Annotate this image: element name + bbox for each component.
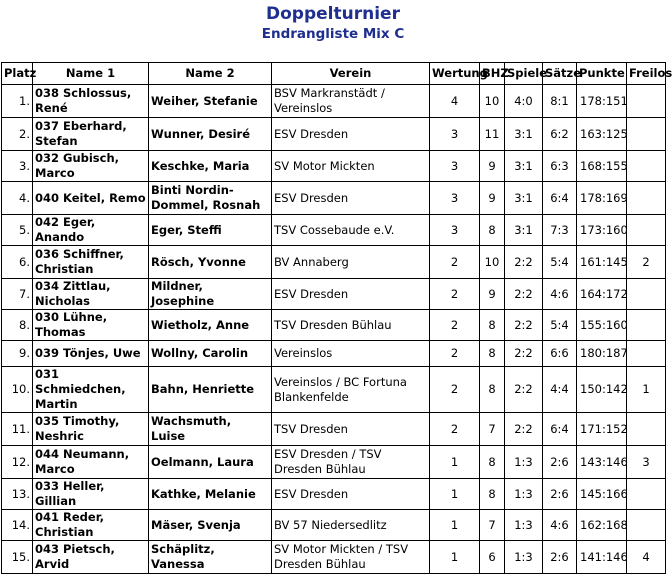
cell-freilos — [627, 151, 666, 182]
cell-saetze: 6:3 — [543, 151, 577, 182]
cell-punkte: 168:155 — [577, 151, 627, 182]
table-row — [2, 341, 666, 367]
cell-saetze: 8:1 — [543, 85, 577, 118]
cell-name2: Kathke, Melanie — [149, 479, 272, 510]
cell-freilos — [627, 341, 666, 367]
cell-name1: 034 Zittlau, Nicholas — [33, 279, 149, 310]
cell-punkte: 141:146 — [577, 541, 627, 574]
cell-name2: Wietholz, Anne — [149, 310, 272, 341]
cell-name2: Eger, Steffi — [149, 215, 272, 246]
cell-name2: Mäser, Svenja — [149, 510, 272, 541]
cell-spiele: 3:1 — [505, 215, 543, 246]
cell-bhz: 6 — [480, 541, 505, 574]
table-row — [2, 479, 666, 510]
cell-wertung: 2 — [430, 279, 480, 310]
cell-verein: SV Motor Mickten — [272, 151, 430, 182]
cell-platz: 13. — [2, 479, 33, 510]
cell-name1: 030 Lühne, Thomas — [33, 310, 149, 341]
cell-verein: Vereinslos — [272, 341, 430, 367]
cell-verein: TSV Dresden — [272, 413, 430, 446]
cell-punkte: 178:169 — [577, 182, 627, 215]
cell-punkte: 178:151 — [577, 85, 627, 118]
column-header-bhz: BHZ — [480, 63, 505, 85]
cell-punkte: 163:125 — [577, 118, 627, 151]
cell-spiele: 2:2 — [505, 367, 543, 413]
cell-freilos — [627, 215, 666, 246]
cell-saetze: 2:6 — [543, 446, 577, 479]
cell-verein: ESV Dresden — [272, 182, 430, 215]
cell-name2: Keschke, Maria — [149, 151, 272, 182]
table-row — [2, 541, 666, 574]
cell-freilos: 4 — [627, 541, 666, 574]
cell-freilos — [627, 413, 666, 446]
cell-bhz: 9 — [480, 151, 505, 182]
column-header-spiele: Spiele — [505, 63, 543, 85]
cell-verein: Vereinslos / BC Fortuna Blankenfelde — [272, 367, 430, 413]
cell-bhz: 9 — [480, 182, 505, 215]
cell-spiele: 4:0 — [505, 85, 543, 118]
cell-verein: BV 57 Niedersedlitz — [272, 510, 430, 541]
cell-wertung: 2 — [430, 367, 480, 413]
cell-name1: 032 Gubisch, Marco — [33, 151, 149, 182]
cell-bhz: 8 — [480, 446, 505, 479]
cell-name1: 044 Neumann, Marco — [33, 446, 149, 479]
cell-wertung: 1 — [430, 541, 480, 574]
cell-wertung: 4 — [430, 85, 480, 118]
cell-platz: 5. — [2, 215, 33, 246]
cell-spiele: 3:1 — [505, 118, 543, 151]
column-header-wertung: Wertung — [430, 63, 480, 85]
cell-wertung: 3 — [430, 151, 480, 182]
cell-saetze: 4:6 — [543, 279, 577, 310]
cell-platz: 12. — [2, 446, 33, 479]
cell-wertung: 2 — [430, 413, 480, 446]
cell-freilos — [627, 85, 666, 118]
cell-saetze: 6:6 — [543, 341, 577, 367]
cell-platz: 15. — [2, 541, 33, 574]
cell-wertung: 1 — [430, 510, 480, 541]
cell-saetze: 7:3 — [543, 215, 577, 246]
cell-verein: ESV Dresden — [272, 279, 430, 310]
table-row — [2, 246, 666, 279]
table-row — [2, 151, 666, 182]
cell-platz: 1. — [2, 85, 33, 118]
cell-name1: 037 Eberhard, Stefan — [33, 118, 149, 151]
cell-name1: 036 Schiffner, Christian — [33, 246, 149, 279]
cell-bhz: 8 — [480, 215, 505, 246]
table-row — [2, 182, 666, 215]
cell-name2: Wollny, Carolin — [149, 341, 272, 367]
cell-spiele: 1:3 — [505, 446, 543, 479]
cell-spiele: 2:2 — [505, 246, 543, 279]
cell-name2: Oelmann, Laura — [149, 446, 272, 479]
cell-spiele: 2:2 — [505, 310, 543, 341]
cell-wertung: 1 — [430, 446, 480, 479]
cell-freilos — [627, 279, 666, 310]
cell-platz: 7. — [2, 279, 33, 310]
cell-wertung: 3 — [430, 118, 480, 151]
cell-saetze: 5:4 — [543, 246, 577, 279]
cell-wertung: 2 — [430, 246, 480, 279]
table-row — [2, 215, 666, 246]
column-header-platz: Platz — [2, 63, 33, 85]
cell-verein: BSV Markranstädt / Vereinslos — [272, 85, 430, 118]
table-header-row — [2, 63, 666, 85]
page-title: Doppelturnier — [266, 4, 400, 24]
column-header-freilos: Freilos — [627, 63, 666, 85]
cell-wertung: 2 — [430, 341, 480, 367]
cell-freilos: 3 — [627, 446, 666, 479]
cell-saetze: 2:6 — [543, 541, 577, 574]
column-header-punkte: Punkte — [577, 63, 627, 85]
column-header-name2: Name 2 — [149, 63, 272, 85]
cell-bhz: 8 — [480, 367, 505, 413]
cell-saetze: 2:6 — [543, 479, 577, 510]
cell-platz: 3. — [2, 151, 33, 182]
cell-punkte: 145:166 — [577, 479, 627, 510]
cell-punkte: 162:168 — [577, 510, 627, 541]
cell-name1: 040 Keitel, Remo — [33, 182, 149, 215]
cell-verein: SV Motor Mickten / TSV Dresden Bühlau — [272, 541, 430, 574]
cell-bhz: 11 — [480, 118, 505, 151]
ranking-table — [1, 62, 672, 574]
cell-punkte: 180:187 — [577, 341, 627, 367]
cell-name1: 042 Eger, Anando — [33, 215, 149, 246]
table-row — [2, 446, 666, 479]
cell-platz: 10. — [2, 367, 33, 413]
cell-name1: 035 Timothy, Neshric — [33, 413, 149, 446]
cell-saetze: 5:4 — [543, 310, 577, 341]
cell-name2: Schäplitz, Vanessa — [149, 541, 272, 574]
cell-wertung: 2 — [430, 310, 480, 341]
cell-name2: Binti Nordin-Dommel, Rosnah — [149, 182, 272, 215]
cell-punkte: 150:142 — [577, 367, 627, 413]
cell-freilos — [627, 310, 666, 341]
cell-freilos — [627, 510, 666, 541]
column-header-saetze: Sätze — [543, 63, 577, 85]
cell-spiele: 2:2 — [505, 279, 543, 310]
table-row — [2, 85, 666, 118]
cell-name1: 038 Schlossus, René — [33, 85, 149, 118]
cell-bhz: 8 — [480, 310, 505, 341]
cell-platz: 6. — [2, 246, 33, 279]
cell-name1: 041 Reder, Christian — [33, 510, 149, 541]
cell-bhz: 8 — [480, 479, 505, 510]
cell-bhz: 10 — [480, 85, 505, 118]
cell-platz: 8. — [2, 310, 33, 341]
cell-bhz: 7 — [480, 413, 505, 446]
cell-spiele: 3:1 — [505, 182, 543, 215]
cell-name2: Bahn, Henriette — [149, 367, 272, 413]
cell-platz: 9. — [2, 341, 33, 367]
cell-punkte: 164:172 — [577, 279, 627, 310]
cell-freilos: 1 — [627, 367, 666, 413]
cell-spiele: 1:3 — [505, 510, 543, 541]
table-row — [2, 510, 666, 541]
table-row — [2, 413, 666, 446]
table-row — [2, 310, 666, 341]
cell-saetze: 4:4 — [543, 367, 577, 413]
cell-saetze: 6:4 — [543, 413, 577, 446]
cell-wertung: 1 — [430, 479, 480, 510]
cell-saetze: 6:2 — [543, 118, 577, 151]
cell-spiele: 1:3 — [505, 479, 543, 510]
cell-spiele: 2:2 — [505, 413, 543, 446]
cell-spiele: 3:1 — [505, 151, 543, 182]
cell-freilos — [627, 182, 666, 215]
cell-freilos: 2 — [627, 246, 666, 279]
cell-punkte: 155:160 — [577, 310, 627, 341]
cell-name2: Wachsmuth, Luise — [149, 413, 272, 446]
cell-name1: 031 Schmiedchen, Martin — [33, 367, 149, 413]
cell-verein: ESV Dresden — [272, 118, 430, 151]
cell-name1: 043 Pietsch, Arvid — [33, 541, 149, 574]
cell-verein: TSV Cossebaude e.V. — [272, 215, 430, 246]
cell-name1: 033 Heller, Gillian — [33, 479, 149, 510]
cell-punkte: 161:145 — [577, 246, 627, 279]
cell-platz: 4. — [2, 182, 33, 215]
column-header-name1: Name 1 — [33, 63, 149, 85]
cell-name2: Rösch, Yvonne — [149, 246, 272, 279]
cell-name2: Wunner, Desiré — [149, 118, 272, 151]
cell-freilos — [627, 479, 666, 510]
cell-freilos — [627, 118, 666, 151]
cell-verein: ESV Dresden / TSV Dresden Bühlau — [272, 446, 430, 479]
table-row — [2, 118, 666, 151]
cell-bhz: 9 — [480, 279, 505, 310]
cell-wertung: 3 — [430, 182, 480, 215]
cell-platz: 2. — [2, 118, 33, 151]
cell-wertung: 3 — [430, 215, 480, 246]
page-subtitle: Endrangliste Mix C — [261, 26, 405, 42]
cell-spiele: 2:2 — [505, 341, 543, 367]
cell-verein: BV Annaberg — [272, 246, 430, 279]
cell-bhz: 10 — [480, 246, 505, 279]
cell-platz: 14. — [2, 510, 33, 541]
cell-verein: TSV Dresden Bühlau — [272, 310, 430, 341]
cell-verein: ESV Dresden — [272, 479, 430, 510]
cell-name2: Mildner, Josephine — [149, 279, 272, 310]
cell-saetze: 4:6 — [543, 510, 577, 541]
cell-name1: 039 Tönjes, Uwe — [33, 341, 149, 367]
table-row — [2, 367, 666, 413]
cell-punkte: 173:160 — [577, 215, 627, 246]
cell-platz: 11. — [2, 413, 33, 446]
cell-bhz: 8 — [480, 341, 505, 367]
cell-punkte: 143:146 — [577, 446, 627, 479]
cell-bhz: 7 — [480, 510, 505, 541]
column-header-verein: Verein — [272, 63, 430, 85]
cell-saetze: 6:4 — [543, 182, 577, 215]
cell-name2: Weiher, Stefanie — [149, 85, 272, 118]
table-row — [2, 279, 666, 310]
cell-spiele: 1:3 — [505, 541, 543, 574]
cell-punkte: 171:152 — [577, 413, 627, 446]
